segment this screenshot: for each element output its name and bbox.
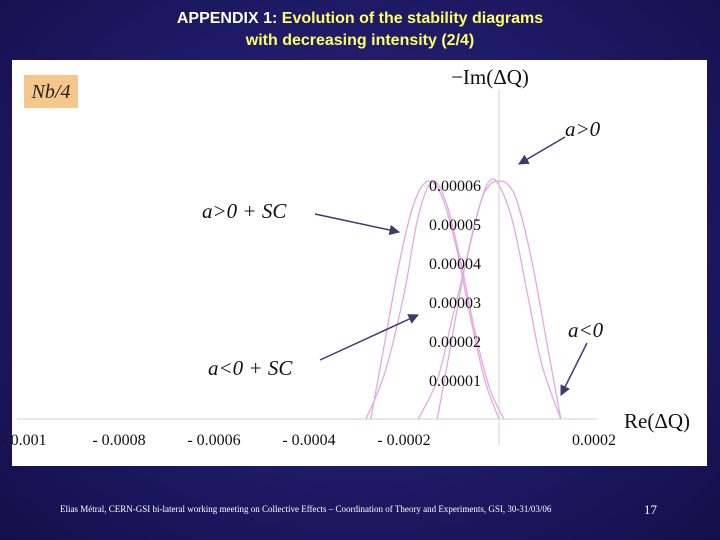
y-axis-label: −Im(ΔQ) [451,65,529,89]
y-tick-label: 0.00002 [429,334,481,351]
stability-diagram-chart [1,60,707,466]
x-tick-label: - 0.0006 [187,432,241,449]
arrow-a-pos-sc [315,214,399,232]
footer-text: Elias Métral, CERN-GSI bi-lateral working meeting on Collective Effects – Coordination of Theory and Experiments, GSI, 30-31/03/06 [60,504,552,514]
x-axis-label: Re(ΔQ) [624,409,690,433]
arrow-a-neg [561,343,587,395]
x-tick-label: - 0.0002 [377,432,431,449]
x-tick-label: - 0.0008 [92,432,146,449]
arrow-a-pos [519,137,565,164]
annotation-a-pos: a>0 [565,117,601,141]
annotation-a-pos-sc: a>0 + SC [202,199,287,223]
page-number: 17 [644,502,657,517]
y-tick-label: 0.00004 [429,256,481,273]
title-line2: with decreasing intensity (2/4) [245,32,475,49]
y-tick-label: 0.00006 [429,178,481,195]
y-tick-label: 0.00003 [429,295,481,312]
x-tick-label: - 0.0004 [282,432,336,449]
annotation-a-neg: a<0 [568,318,604,342]
arrow-a-neg-sc [320,315,418,360]
annotation-a-neg-sc: a<0 + SC [208,356,293,380]
title-main: Evolution of the stability diagrams [281,10,544,27]
title-prefix: APPENDIX 1: [176,10,282,27]
y-tick-label: 0.00005 [429,217,481,234]
x-tick-labels [0,432,616,449]
y-tick-label: 0.00001 [429,373,481,390]
y-tick-labels [429,178,481,390]
x-tick-label: - 0.001 [1,432,47,449]
chart-panel [1,60,707,466]
slide-title [0,8,720,52]
x-tick-label: 0.0002 [572,432,616,449]
intensity-label: Nb/4 [31,81,71,103]
